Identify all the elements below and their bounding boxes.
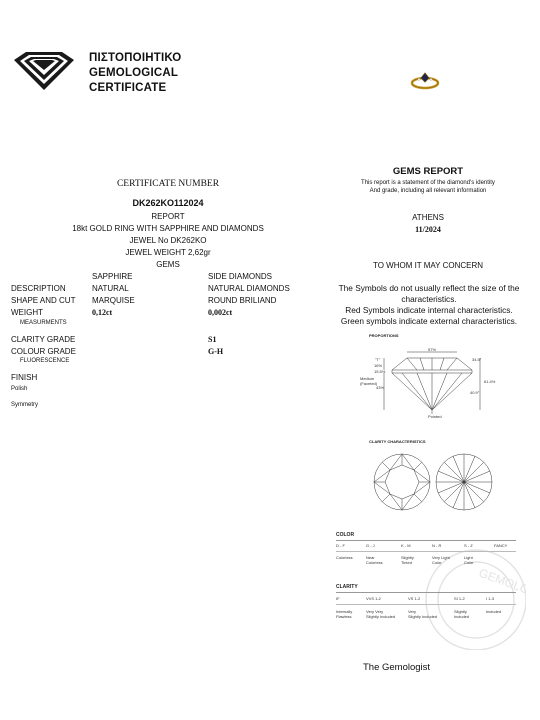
clarity-plot-crown — [372, 452, 432, 512]
clarity-scale-title: CLARITY — [336, 584, 358, 590]
table-percentage: 57% — [428, 347, 437, 352]
symbols-notes — [318, 283, 540, 327]
clarity-desc: Slightly Included — [408, 614, 438, 619]
culet-label: Pointed — [428, 414, 442, 419]
colour-grade-value: G-H — [208, 347, 224, 356]
pavilion-percentage: 43% — [376, 385, 385, 390]
polish-label: Polish — [11, 386, 28, 392]
gemology-watermark — [396, 540, 526, 650]
depth-percentage: 61.4% — [484, 379, 496, 384]
clarity-grade-value: S1 — [208, 335, 217, 344]
clarity-code: VVS 1-2 — [366, 596, 381, 601]
clarity-desc: Slightly Included — [366, 614, 396, 619]
color-desc: Colorless — [366, 560, 383, 565]
color-desc: Slightly — [401, 555, 414, 560]
color-desc: Tinted — [401, 560, 412, 565]
clarity-desc: Slightly — [454, 609, 467, 614]
jewel-weight: JEWEL WEIGHT 2,62gr — [125, 248, 211, 257]
certificate-number-label: CERTIFICATE NUMBER — [116, 179, 220, 189]
girdle-label: Medium (Faceted) — [360, 376, 378, 386]
ring-photo — [408, 70, 442, 92]
clarity-desc: Included — [454, 614, 470, 619]
girdle-percentage: 15.5% — [374, 369, 386, 374]
clarity-code: IF — [336, 596, 340, 601]
crown-angle: 34.5° — [472, 357, 482, 362]
clarity-code: SI 1-2 — [454, 596, 465, 601]
proportions-diagram — [362, 340, 502, 422]
clarity-desc: Internally — [336, 609, 353, 614]
clarity-code: I 1-3 — [486, 596, 495, 601]
color-scale-rule — [336, 551, 516, 552]
svg-text:GEMOLOG: GEMOLOG — [476, 565, 526, 601]
finish-label: FINISH — [11, 373, 38, 382]
clarity-scale-rule — [336, 592, 516, 593]
certificate-title — [89, 51, 181, 96]
to-whom-it-may-concern: TO WHOM IT MAY CONCERN — [372, 261, 484, 270]
diamonds-weight: 0,002ct — [208, 308, 233, 317]
color-code: G - J — [366, 543, 375, 548]
color-code: K - M — [401, 543, 411, 548]
gems-label: GEMS — [156, 260, 180, 269]
title-line-certificate: CERTIFICATE — [89, 82, 167, 94]
sapphire-shape: MARQUISE — [92, 296, 135, 305]
jewel-description: 18kt GOLD RING WITH SAPPHIRE AND DIAMONDS — [72, 224, 264, 233]
color-desc: Near — [366, 555, 375, 560]
clarity-characteristics-title: CLARITY CHARACTERISTICS — [369, 439, 426, 444]
ring-photo-icon — [408, 70, 442, 92]
color-desc: Colorless — [336, 555, 353, 560]
watermark-seal-icon — [396, 540, 526, 650]
diamond-logo-icon — [12, 50, 76, 92]
certificate-logo — [12, 50, 76, 92]
clarity-desc: Flawless — [336, 614, 352, 619]
report-date: 11/2024 — [415, 225, 441, 234]
title-line-gemological: GEMOLOGICAL — [89, 67, 179, 79]
clarity-code: VS 1-2 — [408, 596, 421, 601]
color-scale-rule — [336, 540, 516, 541]
fluorescence-label: FLUORESCENCE — [20, 358, 70, 364]
diamonds-description: NATURAL DIAMONDS — [208, 284, 290, 293]
color-desc: Light — [464, 555, 473, 560]
clarity-desc: Very Very — [366, 609, 384, 614]
gems-report-title: GEMS REPORT — [392, 166, 464, 177]
symmetry-label: Symmetry — [11, 402, 38, 408]
jewel-number: JEWEL No DK262KO — [129, 236, 207, 245]
note-line: The Symbols do not usually reflect the size of the — [338, 283, 520, 293]
diamonds-shape: ROUND BRILIAND — [208, 296, 277, 305]
row-label-shape: SHAPE AND CUT — [11, 296, 76, 305]
clarity-scale-rule — [336, 604, 516, 605]
certificate-number-value: DK262KO112024 — [132, 198, 204, 208]
proportions-title: PROPORTIONS — [369, 333, 399, 338]
color-desc: Color — [432, 560, 442, 565]
color-code: S - Z — [464, 543, 473, 548]
color-code: FANCY — [494, 543, 508, 548]
clarity-grade-label: CLARITY GRADE — [11, 335, 76, 344]
crown-height: 16% — [374, 363, 383, 368]
color-desc: Very Light — [432, 555, 450, 560]
note-line: characteristics. — [401, 294, 457, 304]
clarity-desc: Included — [486, 609, 502, 614]
sapphire-weight: 0,12ct — [92, 308, 113, 317]
row-label-description: DESCRIPTION — [11, 284, 66, 293]
colour-grade-label: COLOUR GRADE — [11, 347, 76, 356]
pavilion-angle: 40.9° — [470, 390, 480, 395]
note-line: Green symbols indicate external characteristics. — [340, 316, 518, 326]
clarity-plot-pavilion — [434, 452, 494, 512]
color-code: D - F — [336, 543, 345, 548]
color-code: N - R — [432, 543, 442, 548]
report-label: REPORT — [151, 212, 185, 221]
diamond-profile-icon — [362, 340, 502, 422]
color-desc: Color — [464, 560, 474, 565]
gemologist-signature-label: The Gemologist — [363, 662, 431, 673]
gems-report-subtitle-2: And grade, including all relevant information — [369, 188, 487, 194]
clarity-desc: Very — [408, 609, 417, 614]
color-scale-title: COLOR — [336, 532, 355, 538]
gems-report-subtitle-1: This report is a statement of the diamond's identity — [361, 180, 495, 186]
col-header-side-diamonds: SIDE DIAMONDS — [208, 272, 273, 281]
diamond-top-view-icon — [372, 452, 432, 512]
note-line: Red Symbols indicate internal characteristics. — [345, 305, 513, 315]
title-line-greek: ΠΙΣΤΟΠΟΙΗΤΙΚΟ — [89, 52, 182, 64]
report-city: ATHENS — [412, 213, 444, 222]
diamond-bottom-view-icon — [434, 452, 494, 512]
row-label-weight: WEIGHT — [11, 308, 43, 317]
girdle-thickness-mark: "T" — [375, 357, 381, 362]
sapphire-description: NATURAL — [92, 284, 129, 293]
measurements-label: MEASURMENTS — [20, 320, 67, 326]
col-header-sapphire: SAPPHIRE — [92, 272, 133, 281]
